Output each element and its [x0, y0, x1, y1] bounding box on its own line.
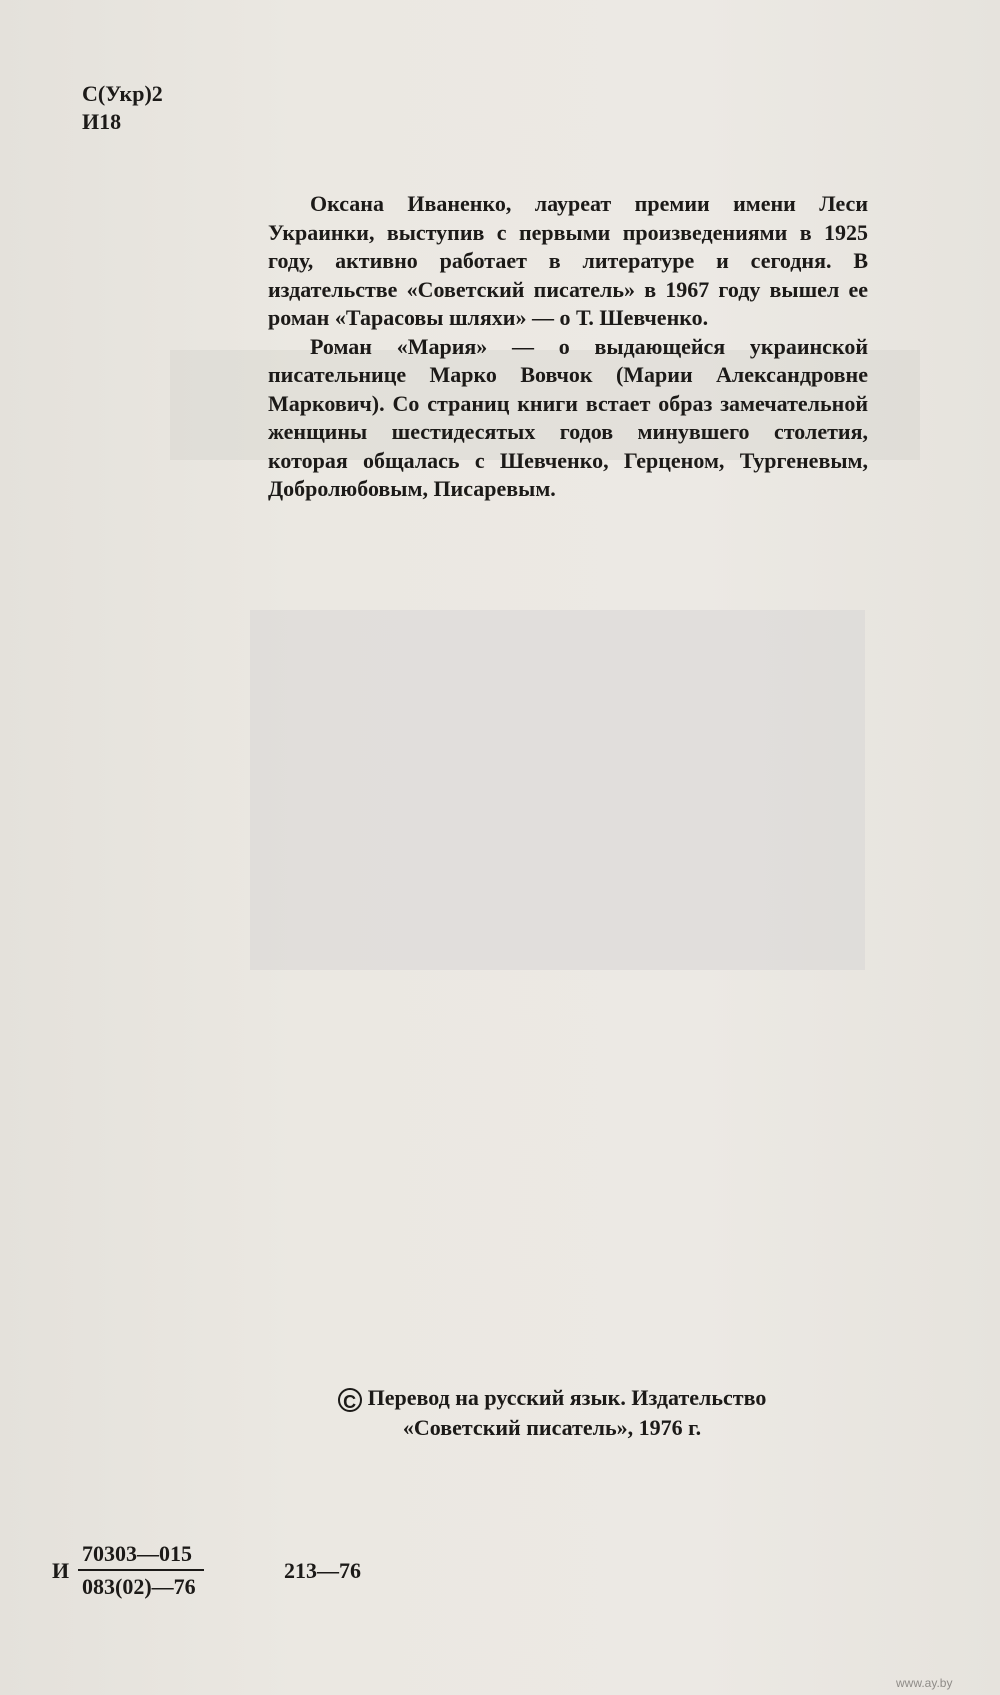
copyright-text-1: Перевод на русский язык. Издательство — [367, 1385, 767, 1410]
show-through-title — [410, 55, 429, 135]
show-through-illustration — [250, 610, 865, 970]
copyright-icon: C — [338, 1388, 362, 1412]
author-mark: И18 — [82, 109, 122, 134]
bbk-code: С(Укр)2 — [82, 81, 163, 106]
site-watermark: www.ay.by — [896, 1676, 953, 1690]
annotation-paragraph: Роман «Мария» — о выдающейся украинской писательнице Марко Вовчок (Марии Александровне Маркович). Со страниц книги встает образ замечательной женщины шестидесятых годов минувшего столетия, которая общалась с Шевченко, Герценом, Тургеневым, Добролюбовым, Писаревым. — [268, 333, 868, 501]
index-code: 213—76 — [284, 1558, 361, 1583]
annotation-paragraph: Оксана Иваненко, лауреат премии имени Леси Украинки, выступив с первыми произведениями в 1925 году, активно работает в литературе и сегодня. В издательстве «Советский писатель» в 1967 году вышел ее роман «Тарасовы шляхи» — о Т. Шевченко. — [268, 191, 868, 330]
index-denominator: 083(02)—76 — [82, 1574, 196, 1599]
bbk-classification — [82, 80, 163, 136]
index-letter: И — [52, 1558, 70, 1583]
copyright-notice — [272, 1383, 832, 1443]
copyright-line-1 — [272, 1383, 832, 1413]
index-numerator: 70303—015 — [82, 1541, 192, 1566]
index-fraction — [78, 1540, 246, 1601]
annotation — [268, 190, 868, 504]
fraction-bar — [78, 1569, 204, 1571]
copyright-line-2: «Советский писатель», 1976 г. — [402, 1415, 702, 1440]
